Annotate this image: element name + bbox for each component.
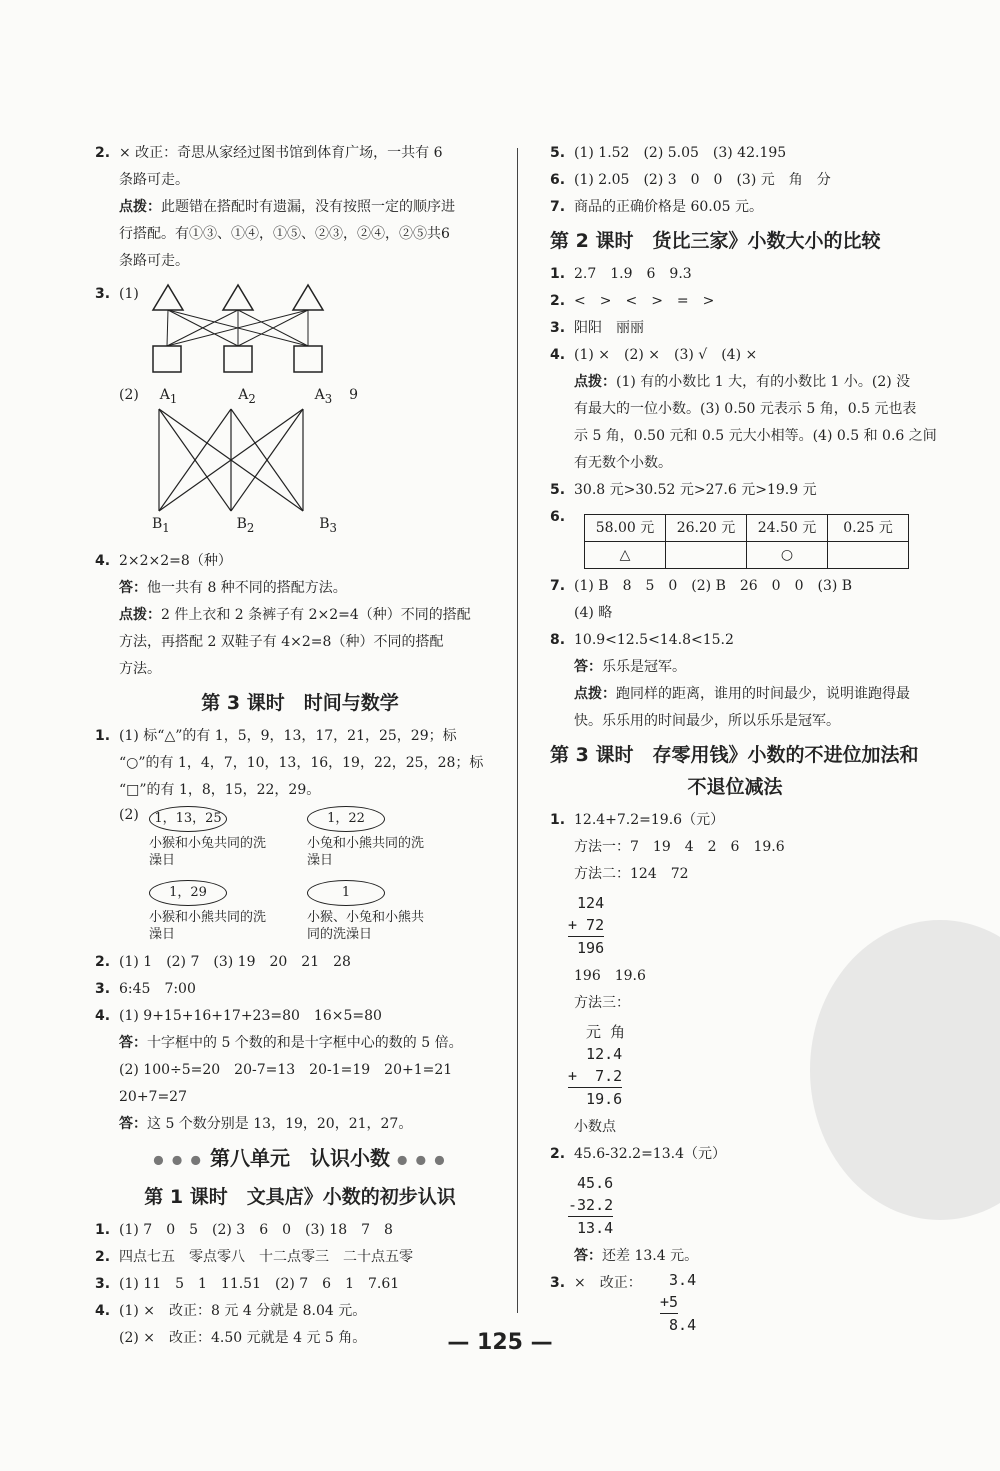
left-q2-tip2: 行搭配。有①③、①④，①⑤、②③，②④，②⑤共6 — [119, 226, 450, 242]
b-labels: $B_1$ $B_2$ $B_3$ — [152, 515, 337, 535]
decimal-point-label: 小数点 — [574, 1119, 616, 1135]
left-q2: 2. × 改正：奇思从家经过图书馆到体育广场，一共有 6 — [95, 145, 443, 161]
r-s2q2: 2. < > < > = > — [550, 293, 715, 309]
r-s2q7: 7. (1) B 8 5 0 (2) B 26 0 0 (3) B — [550, 578, 853, 594]
l-s3q4-line2: (2) 100÷5=20 20-7=13 20-1=19 20+1=21 — [119, 1061, 453, 1078]
left-q2-line2: 条路可走。 — [119, 172, 189, 188]
bubble-monkey-rabbit: 1，13，25 小猴和小兔共同的洗澡日 — [149, 806, 269, 869]
r-s2q7-line2: (4) 略 — [574, 605, 613, 621]
left-q3-part2: (2) $A_1$ $A_2$ $A_3$ 9 — [119, 387, 359, 406]
left-q4-tip: 点拨：2 件上衣和 2 条裤子有 2×2=4（种）不同的搭配 — [119, 606, 471, 623]
price-row — [585, 515, 909, 542]
r-s2q8: 8. 10.9<12.5<14.8<15.2 — [550, 632, 734, 648]
left-q3: 3. (1) — [95, 286, 139, 302]
r-s3q2: 2. 45.6-32.2=13.4（元） — [550, 1146, 726, 1162]
triangle-square-diagram — [151, 282, 371, 374]
triangle-shape-1 — [153, 285, 183, 310]
unit8-title: 第八单元 认识小数 — [210, 1145, 390, 1170]
method-three: 方法三： — [574, 995, 630, 1011]
bubble-rabbit-bear: 1，22 小兔和小熊共同的洗澡日 — [307, 806, 427, 869]
method-two-result: 196 19.6 — [574, 968, 646, 984]
price-cell: 24.50 元 — [747, 515, 828, 542]
triangle-shape-3 — [293, 285, 323, 310]
l-s3q4-line3: 20+7=27 — [119, 1088, 187, 1105]
bath-day-bubbles: (2) 1，13，25 小猴和小兔共同的洗澡日 1，22 小兔和小熊共同的洗澡日 1，29 小猴和小熊共同的洗澡日 1 小猴、小兔和小熊共同的洗澡日 — [119, 804, 505, 949]
r-s3q2-ans: 答：还差 13.4 元。 — [574, 1248, 699, 1264]
bipartite-lines — [159, 409, 303, 511]
r-s2q6: 6. — [550, 509, 566, 525]
l-s3q1-line2: “○”的有 1，4，7，10，13，16，19，22，25，28；标 — [119, 754, 484, 771]
r-s2q4-tip4: 有无数个小数。 — [574, 455, 672, 471]
section-title-lesson2: 第 2 课时 货比三家》小数大小的比较 — [550, 230, 881, 252]
l-s1q4: 4. (1) × 改正：8 元 4 分就是 8.04 元。 — [95, 1303, 367, 1320]
r-s2q8-tip2: 快。乐乐用的时间最少，所以乐乐是冠军。 — [574, 713, 840, 729]
l-s3q4-ans1: 答：十字框中的 5 个数的和是十字框中心的数的 5 倍。 — [119, 1034, 463, 1051]
r-s2q1: 1. 2.7 1.9 6 9.3 — [550, 266, 692, 282]
square-shape-1 — [153, 346, 181, 372]
mark-cell — [666, 542, 747, 569]
price-table — [584, 514, 909, 569]
left-q4-tip2: 方法，再搭配 2 双鞋子有 4×2=8（种）不同的搭配 — [119, 633, 444, 650]
l-s3q4-ans2: 答：这 5 个数分别是 13，19，20，21，27。 — [119, 1115, 413, 1132]
complete-bipartite-diagram — [155, 405, 315, 515]
l-s1q3: 3. (1) 11 5 1 11.51 (2) 7 6 1 7.61 — [95, 1276, 400, 1293]
mark-cell: △ — [585, 542, 666, 569]
r-s2q8-tip: 点拨：跑同样的距离，谁用的时间最少，说明谁跑得最 — [574, 686, 910, 702]
column-divider — [517, 148, 518, 1313]
l-s3q4: 4. (1) 9+15+16+17+23=80 16×5=80 — [95, 1007, 382, 1024]
section-title-lesson1: 第 1 课时 文具店》小数的初步认识 — [144, 1186, 456, 1209]
l-s3q3: 3. 6:45 7:00 — [95, 980, 196, 997]
l-s1q4-line2: (2) × 改正：4.50 元就是 4 元 5 角。 — [119, 1330, 367, 1347]
label-a3: A — [314, 387, 325, 403]
l-s3q1: 1. (1) 标“△”的有 1，5，9，13，17，21，25，29；标 — [95, 727, 457, 744]
l-s3q2: 2. (1) 1 (2) 7 (3) 19 20 21 28 — [95, 953, 351, 970]
r-q7: 7. 商品的正确价格是 60.05 元。 — [550, 199, 763, 215]
vertical-calc-2: 元 角 12.4 + 7.2 19.6 — [568, 1023, 626, 1108]
vertical-calc-3: 45.6 -32.2 13.4 — [568, 1174, 614, 1237]
vertical-calc-1: 124 + 72 196 — [568, 894, 605, 957]
r-s2q4: 4. (1) × (2) × (3) √ (4) × — [550, 347, 758, 363]
left-q2-tip: 点拨：此题错在搭配时有遗漏，没有按照一定的顺序进 — [119, 199, 455, 215]
section-title-lesson3-right: 第 3 课时 存零用钱》小数的不进位加法和 — [550, 744, 919, 766]
r-q5: 5. (1) 1.52 (2) 5.05 (3) 42.195 — [550, 145, 787, 161]
page-number: — 125 — — [447, 1330, 553, 1355]
left-q4-tip3: 方法。 — [119, 660, 161, 677]
method-two: 方法二：124 72 — [574, 866, 689, 882]
triangle-shape-2 — [223, 285, 253, 310]
method-one: 方法一：7 19 4 2 6 19.6 — [574, 839, 785, 855]
price-cell: 0.25 元 — [828, 515, 909, 542]
r-q6: 6. (1) 2.05 (2) 3 0 0 (3) 元 角 分 — [550, 172, 831, 188]
left-q4: 4. 2×2×2=8（种） — [95, 552, 232, 569]
r-s3q1: 1. 12.4+7.2=19.6（元） — [550, 812, 725, 828]
mark-cell — [828, 542, 909, 569]
left-q4-answer: 答：他一共有 8 种不同的搭配方法。 — [119, 579, 347, 596]
left-q2-tip3: 条路可走。 — [119, 253, 189, 269]
r-s2q4-tip: 点拨：(1) 有的小数比 1 大，有的小数比 1 小。(2) 没 — [574, 374, 911, 390]
r-s2q5: 5. 30.8 元>30.52 元>27.6 元>19.9 元 — [550, 482, 817, 498]
right-column — [550, 140, 937, 1334]
bubble-all-three: 1 小猴、小兔和小熊共同的洗澡日 — [307, 880, 427, 943]
square-shape-2 — [224, 346, 252, 372]
mark-cell: ○ — [747, 542, 828, 569]
price-cell: 58.00 元 — [585, 515, 666, 542]
r-s2q4-tip2: 有最大的一位小数。(3) 0.50 元表示 5 角，0.5 元也表 — [574, 401, 917, 417]
unit8-heading: ● ● ● 第八单元 认识小数 ● ● ● — [153, 1145, 447, 1170]
bubble-monkey-bear: 1，29 小猴和小熊共同的洗澡日 — [149, 880, 269, 943]
price-cell: 26.20 元 — [666, 515, 747, 542]
r-s2q3: 3. 阳阳 丽丽 — [550, 320, 644, 336]
connection-lines — [167, 310, 308, 346]
r-s2q8-ans: 答：乐乐是冠军。 — [574, 659, 686, 675]
label-a1: A — [159, 387, 170, 403]
vertical-calc-4: 3.4 +5 8.4 — [660, 1271, 697, 1334]
section-title-lesson3: 第 3 课时 时间与数学 — [201, 691, 399, 714]
l-s1q1: 1. (1) 7 0 5 (2) 3 6 0 (3) 18 7 8 — [95, 1222, 393, 1239]
r-s3q3: 3. × 改正： 3.4 +5 8.4 — [550, 1271, 697, 1334]
label-a2: A — [238, 387, 249, 403]
l-s3q1-line3: “□”的有 1，8，15，22，29。 — [119, 781, 321, 798]
section-title-lesson3-right-cont: 不退位减法 — [687, 776, 783, 798]
left-column — [95, 140, 505, 1352]
square-shape-3 — [294, 346, 322, 372]
mark-row — [585, 542, 909, 569]
r-s2q4-tip3: 示 5 角，0.50 元和 0.5 元大小相等。(4) 0.5 和 0.6 之间 — [574, 428, 937, 444]
l-s1q2: 2. 四点七五 零点零八 十二点零三 二十点五零 — [95, 1249, 413, 1266]
